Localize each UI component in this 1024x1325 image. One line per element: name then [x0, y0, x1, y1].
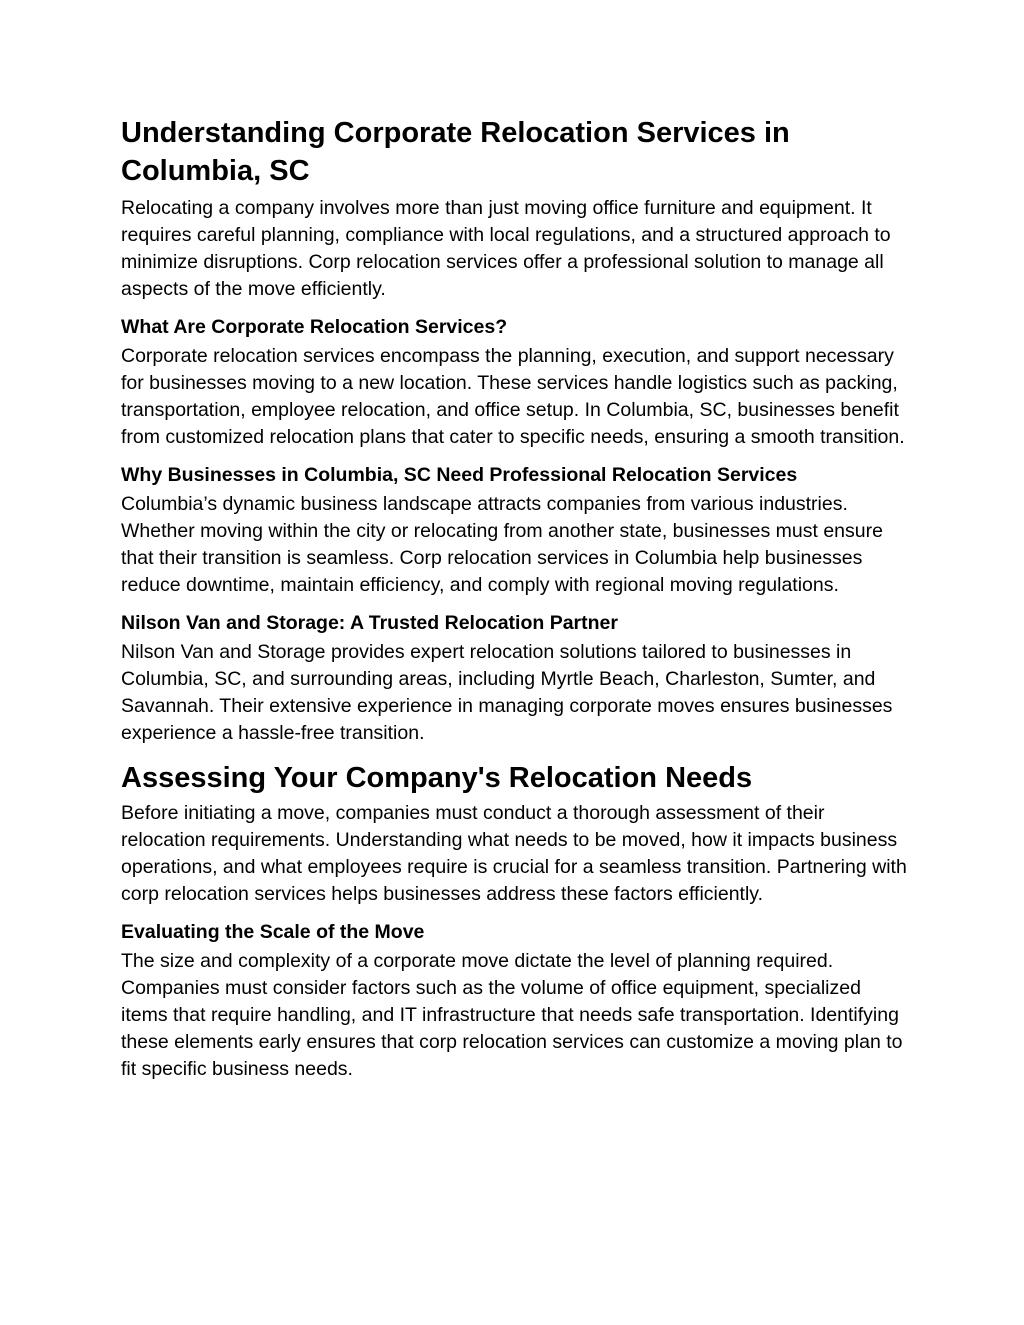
heading-what-are-services: What Are Corporate Relocation Services?: [121, 316, 508, 338]
heading-nilson-partner: Nilson Van and Storage: A Trusted Relocation Partner: [121, 612, 618, 634]
paragraph-why-businesses: Columbia’s dynamic business landscape attracts companies from various industries. Whether moving within the city or relocating from another state, businesses must ensure that their transition is seamless. Corp relocation services in Columbia help businesses reduce downtime, maintain efficiency, and comply with regional moving regulations.: [121, 493, 883, 596]
paragraph-what-are-services: Corporate relocation services encompass the planning, execution, and support necessary for businesses moving to a new location. These services handle logistics such as packing, transportation, employee relocation, and office setup. In Columbia, SC, businesses benefit from customized relocation plans that cater to specific needs, ensuring a smooth transition.: [121, 345, 905, 448]
intro-paragraph: Relocating a company involves more than just moving office furniture and equipment. It requires careful planning, compliance with local regulations, and a structured approach to minimize disruptions. Corp relocation services offer a professional solution to manage all aspects of the move efficiently.: [121, 197, 891, 300]
paragraph-nilson-partner: Nilson Van and Storage provides expert relocation solutions tailored to businesses in Columbia, SC, and surrounding areas, including Myrtle Beach, Charleston, Sumter, and Savannah. Their extensive experience in managing corporate moves ensures businesses experience a hassle-free transition.: [121, 641, 893, 744]
heading-evaluating-scale: Evaluating the Scale of the Move: [121, 921, 425, 943]
heading-why-businesses: Why Businesses in Columbia, SC Need Professional Relocation Services: [121, 464, 798, 486]
paragraph-assessing: Before initiating a move, companies must conduct a thorough assessment of their relocation requirements. Understanding what needs to be moved, how it impacts business operations, and what employees require is crucial for a seamless transition. Partnering with corp relocation services helps businesses address these factors efficiently.: [121, 802, 907, 905]
page-title: Understanding Corporate Relocation Services in Columbia, SC: [121, 117, 790, 187]
document-page: [121, 114, 911, 1083]
paragraph-evaluating-scale: The size and complexity of a corporate move dictate the level of planning required. Companies must consider factors such as the volume of office equipment, specialized items that require handling, and IT infrastructure that needs safe transportation. Identifying these elements early ensures that corp relocation services can customize a moving plan to fit specific business needs.: [121, 950, 903, 1080]
section-title-assessing: Assessing Your Company's Relocation Needs: [121, 762, 753, 794]
